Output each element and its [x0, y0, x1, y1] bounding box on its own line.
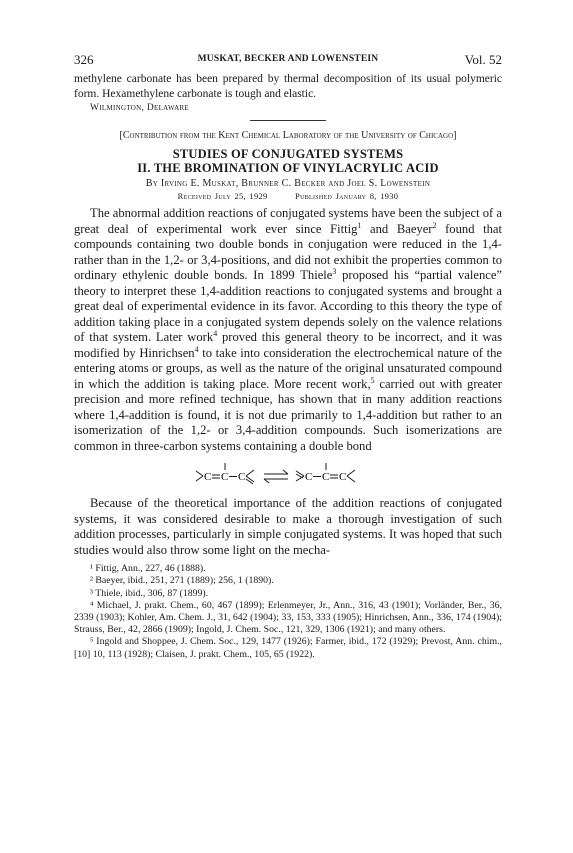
previous-article-place: Wilmington, Delaware	[90, 103, 189, 114]
formula-left-c2: C	[221, 471, 229, 484]
body-text: and Baeyer	[361, 221, 433, 236]
article-dates	[74, 191, 502, 201]
footnote-1: ¹ Fittig, Ann., 227, 46 (1888).	[90, 563, 206, 575]
body-paragraph-2: Because of the theoretical importance of the addition reactions of conjugated systems, it was considered desirable to make a thorough investigation of such addition processes, particularly in simple conjugated systems. It was hoped that such studies would also throw some light on the mecha-	[74, 496, 502, 557]
body-text: to take into consideration the electrochemical nature of the entering atoms or groups, as well as the nature of the original unsaturated compound in which the addition is taking place. More recent work,	[74, 345, 502, 391]
formula-right-c3: C	[339, 471, 347, 484]
footnote-2: ² Baeyer, ibid., 251, 271 (1889); 256, 1 (1890).	[90, 575, 274, 587]
body-text: proved this general theory to be incorrect, and it was modified by Hinrichsen	[74, 330, 502, 360]
body-paragraph-1	[74, 206, 502, 454]
article-authors: By Irving E. Muskat, Brunner C. Becker and Joel S. Lowenstein	[145, 178, 431, 190]
body-text: carried out with greater precision and more refined technique, has shown that in many addition reactions where 1,4-addition is found, it is not due primarily to 1,4-addition but rather to an isomerization of the 1,2- or 3,4-addition compounds. Such isomerizations are common in three-carbon systems containing a double bond	[74, 376, 503, 453]
footnote-ref: 5	[370, 375, 375, 385]
formula-right-c1: C	[305, 471, 313, 484]
page-header	[74, 52, 502, 72]
footnote-4: ⁴ Michael, J. prakt. Chem., 60, 467 (1899); Erlenmeyer, Jr., Ann., 316, 43 (1901); Vorländer, Ber., 36, 2339 (1903); Kohler, Am. Chem. J., 31, 642 (1904); 33, 153, 333 (1905); Hinrichsen, Ann., 336, 174 (1904); Strauss, Ber., 42, 2866 (1909); Ingold, J. Chem. Soc., 121, 329, 1306 (1921); and many others.	[74, 599, 502, 636]
footnote-ref: 2	[432, 220, 437, 230]
footnote-ref: 3	[332, 267, 337, 276]
footnotes	[74, 563, 502, 661]
volume-label: Vol. 52	[464, 52, 502, 67]
formula-drawing	[188, 457, 388, 491]
footnote-ref: 1	[357, 220, 362, 230]
footnote-5: ⁵ Ingold and Shoppee, J. Chem. Soc., 129, 1477 (1926); Farmer, ibid., 172 (1929); Prevost, Ann. chim., [10] 10, 113 (1928); Claisen, J. prakt. Chem., 105, 65 (1922).	[74, 636, 502, 660]
running-title: MUSKAT, BECKER AND LOWENSTEIN	[197, 54, 379, 64]
article-title	[74, 147, 502, 175]
journal-page	[74, 52, 502, 661]
previous-article-ending: methylene carbonate has been prepared by thermal decomposition of its usual polymeric form. Hexamethylene carbonate is tough and elastic.	[74, 73, 502, 100]
formula-right-c2: C	[322, 471, 330, 484]
body-text: found that compounds containing two double bonds in conjugation were reduced in the 1,4- rather than in the 1,2- or 3,4-positions, and did not exhibit the properties common to ordinary ethylenic double bonds. In 1899 Thiele	[74, 221, 502, 283]
body-text: proposed his “partial valence” theory to interpret these 1,4-addition reactions to conjugated systems and brought a great deal of experimental evidence in its favor. According to this theory the type of addition taking place in a conjugated system depends solely on the valence relations of that system. Later work	[74, 268, 503, 345]
isomerization-formula	[74, 457, 502, 491]
contribution-line: [Contribution from the Kent Chemical Laboratory of the University of Chicago]	[119, 130, 457, 142]
formula-left-c3: C	[238, 471, 246, 484]
received-date: Received July 25, 1929	[177, 191, 268, 202]
page-number: 326	[74, 52, 94, 67]
footnote-3: ³ Thiele, ibid., 306, 87 (1899).	[90, 587, 209, 599]
section-divider	[250, 120, 326, 121]
published-date: Published January 8, 1930	[295, 191, 399, 202]
article-title-line-2: II. THE BROMINATION OF VINYLACRYLIC ACID	[137, 161, 439, 176]
footnote-ref: 4	[194, 344, 199, 354]
article-title-line-1: STUDIES OF CONJUGATED SYSTEMS	[172, 147, 404, 162]
footnote-ref: 4	[213, 329, 218, 338]
body-text: The abnormal addition reactions of conjugated systems have been the subject of a great deal of experimental work ever since Fittig	[74, 206, 502, 236]
formula-left-c1: C	[204, 471, 212, 484]
